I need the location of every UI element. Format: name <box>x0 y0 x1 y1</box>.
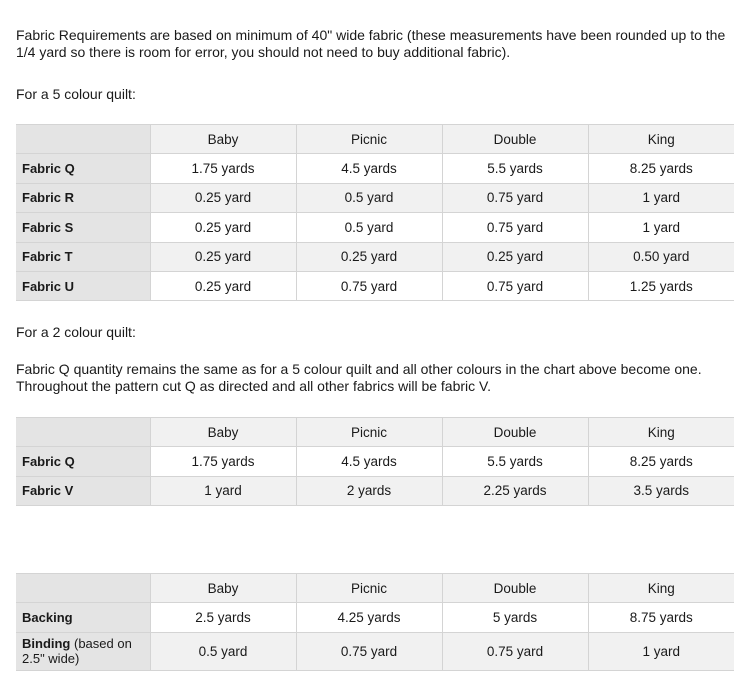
table-cell: 1.25 yards <box>588 271 734 300</box>
table-row <box>16 603 734 632</box>
table-row <box>16 183 734 212</box>
table-cell: 8.25 yards <box>588 154 734 183</box>
two-colour-table <box>16 417 734 506</box>
table-cell: 0.25 yard <box>442 242 588 271</box>
table-cell: 8.75 yards <box>588 603 734 632</box>
five-colour-table <box>16 124 734 301</box>
table-cell: 0.25 yard <box>150 183 296 212</box>
table-cell: 2.25 yards <box>442 476 588 505</box>
binding-label: Binding <box>22 636 71 652</box>
table-cell: 5 yards <box>442 603 588 632</box>
table-cell: 0.25 yard <box>150 271 296 300</box>
column-header: Baby <box>150 574 296 603</box>
table-row <box>16 154 734 183</box>
row-header: Fabric V <box>16 476 150 505</box>
row-header <box>16 632 150 670</box>
two-colour-heading: For a 2 colour quilt: <box>16 324 136 340</box>
table-row <box>16 271 734 300</box>
corner-cell <box>16 574 150 603</box>
table-cell: 3.5 yards <box>588 476 734 505</box>
row-header: Backing <box>16 603 150 632</box>
backing-binding-table <box>16 573 734 671</box>
table-cell: 8.25 yards <box>588 447 734 476</box>
row-header: Fabric Q <box>16 154 150 183</box>
row-header: Fabric Q <box>16 447 150 476</box>
column-header: King <box>588 574 734 603</box>
row-header: Fabric U <box>16 271 150 300</box>
table-cell: 4.5 yards <box>296 154 442 183</box>
row-header: Fabric S <box>16 213 150 242</box>
row-header: Fabric T <box>16 242 150 271</box>
column-header: Double <box>442 418 588 447</box>
table-row <box>16 632 734 670</box>
two-colour-note: Fabric Q quantity remains the same as for a 5 colour quilt and all other colours in the chart above become one. Throughout the pattern cut Q as directed and all other fabrics will be fabric V. <box>16 361 702 394</box>
table-row <box>16 476 734 505</box>
column-header: Picnic <box>296 125 442 154</box>
table-cell: 1 yard <box>588 183 734 212</box>
table-cell: 0.25 yard <box>150 213 296 242</box>
table-header-row <box>16 125 734 154</box>
column-header: Double <box>442 125 588 154</box>
table-cell: 0.75 yard <box>296 271 442 300</box>
binding-note: (based on 2.5" wide) <box>22 636 132 667</box>
column-header: King <box>588 418 734 447</box>
column-header: Baby <box>150 125 296 154</box>
table-header-row <box>16 574 734 603</box>
row-header: Fabric R <box>16 183 150 212</box>
column-header: Double <box>442 574 588 603</box>
table-cell: 1 yard <box>150 476 296 505</box>
table-cell: 0.5 yard <box>296 183 442 212</box>
table-header-row <box>16 418 734 447</box>
table-cell: 0.75 yard <box>442 632 588 670</box>
column-header: King <box>588 125 734 154</box>
table-row <box>16 242 734 271</box>
table-cell: 1.75 yards <box>150 447 296 476</box>
table-cell: 0.75 yard <box>442 271 588 300</box>
corner-cell <box>16 125 150 154</box>
table-cell: 4.5 yards <box>296 447 442 476</box>
table-cell: 0.5 yard <box>296 213 442 242</box>
table-cell: 0.25 yard <box>150 242 296 271</box>
table-cell: 0.50 yard <box>588 242 734 271</box>
table-cell: 1.75 yards <box>150 154 296 183</box>
table-cell: 0.75 yard <box>442 183 588 212</box>
table-cell: 2.5 yards <box>150 603 296 632</box>
table-cell: 5.5 yards <box>442 447 588 476</box>
table-cell: 1 yard <box>588 213 734 242</box>
table-cell: 0.75 yard <box>296 632 442 670</box>
table-cell: 0.25 yard <box>296 242 442 271</box>
table-row <box>16 213 734 242</box>
intro-text: Fabric Requirements are based on minimum of 40" wide fabric (these measurements have been rounded up to the 1/4 yard so there is room for error, you should not need to buy additional fabric). <box>16 27 726 60</box>
table-cell: 2 yards <box>296 476 442 505</box>
table-cell: 1 yard <box>588 632 734 670</box>
five-colour-heading: For a 5 colour quilt: <box>16 86 136 102</box>
table-row <box>16 447 734 476</box>
column-header: Picnic <box>296 418 442 447</box>
column-header: Baby <box>150 418 296 447</box>
corner-cell <box>16 418 150 447</box>
table-cell: 0.5 yard <box>150 632 296 670</box>
table-cell: 4.25 yards <box>296 603 442 632</box>
column-header: Picnic <box>296 574 442 603</box>
table-cell: 0.75 yard <box>442 213 588 242</box>
table-cell: 5.5 yards <box>442 154 588 183</box>
